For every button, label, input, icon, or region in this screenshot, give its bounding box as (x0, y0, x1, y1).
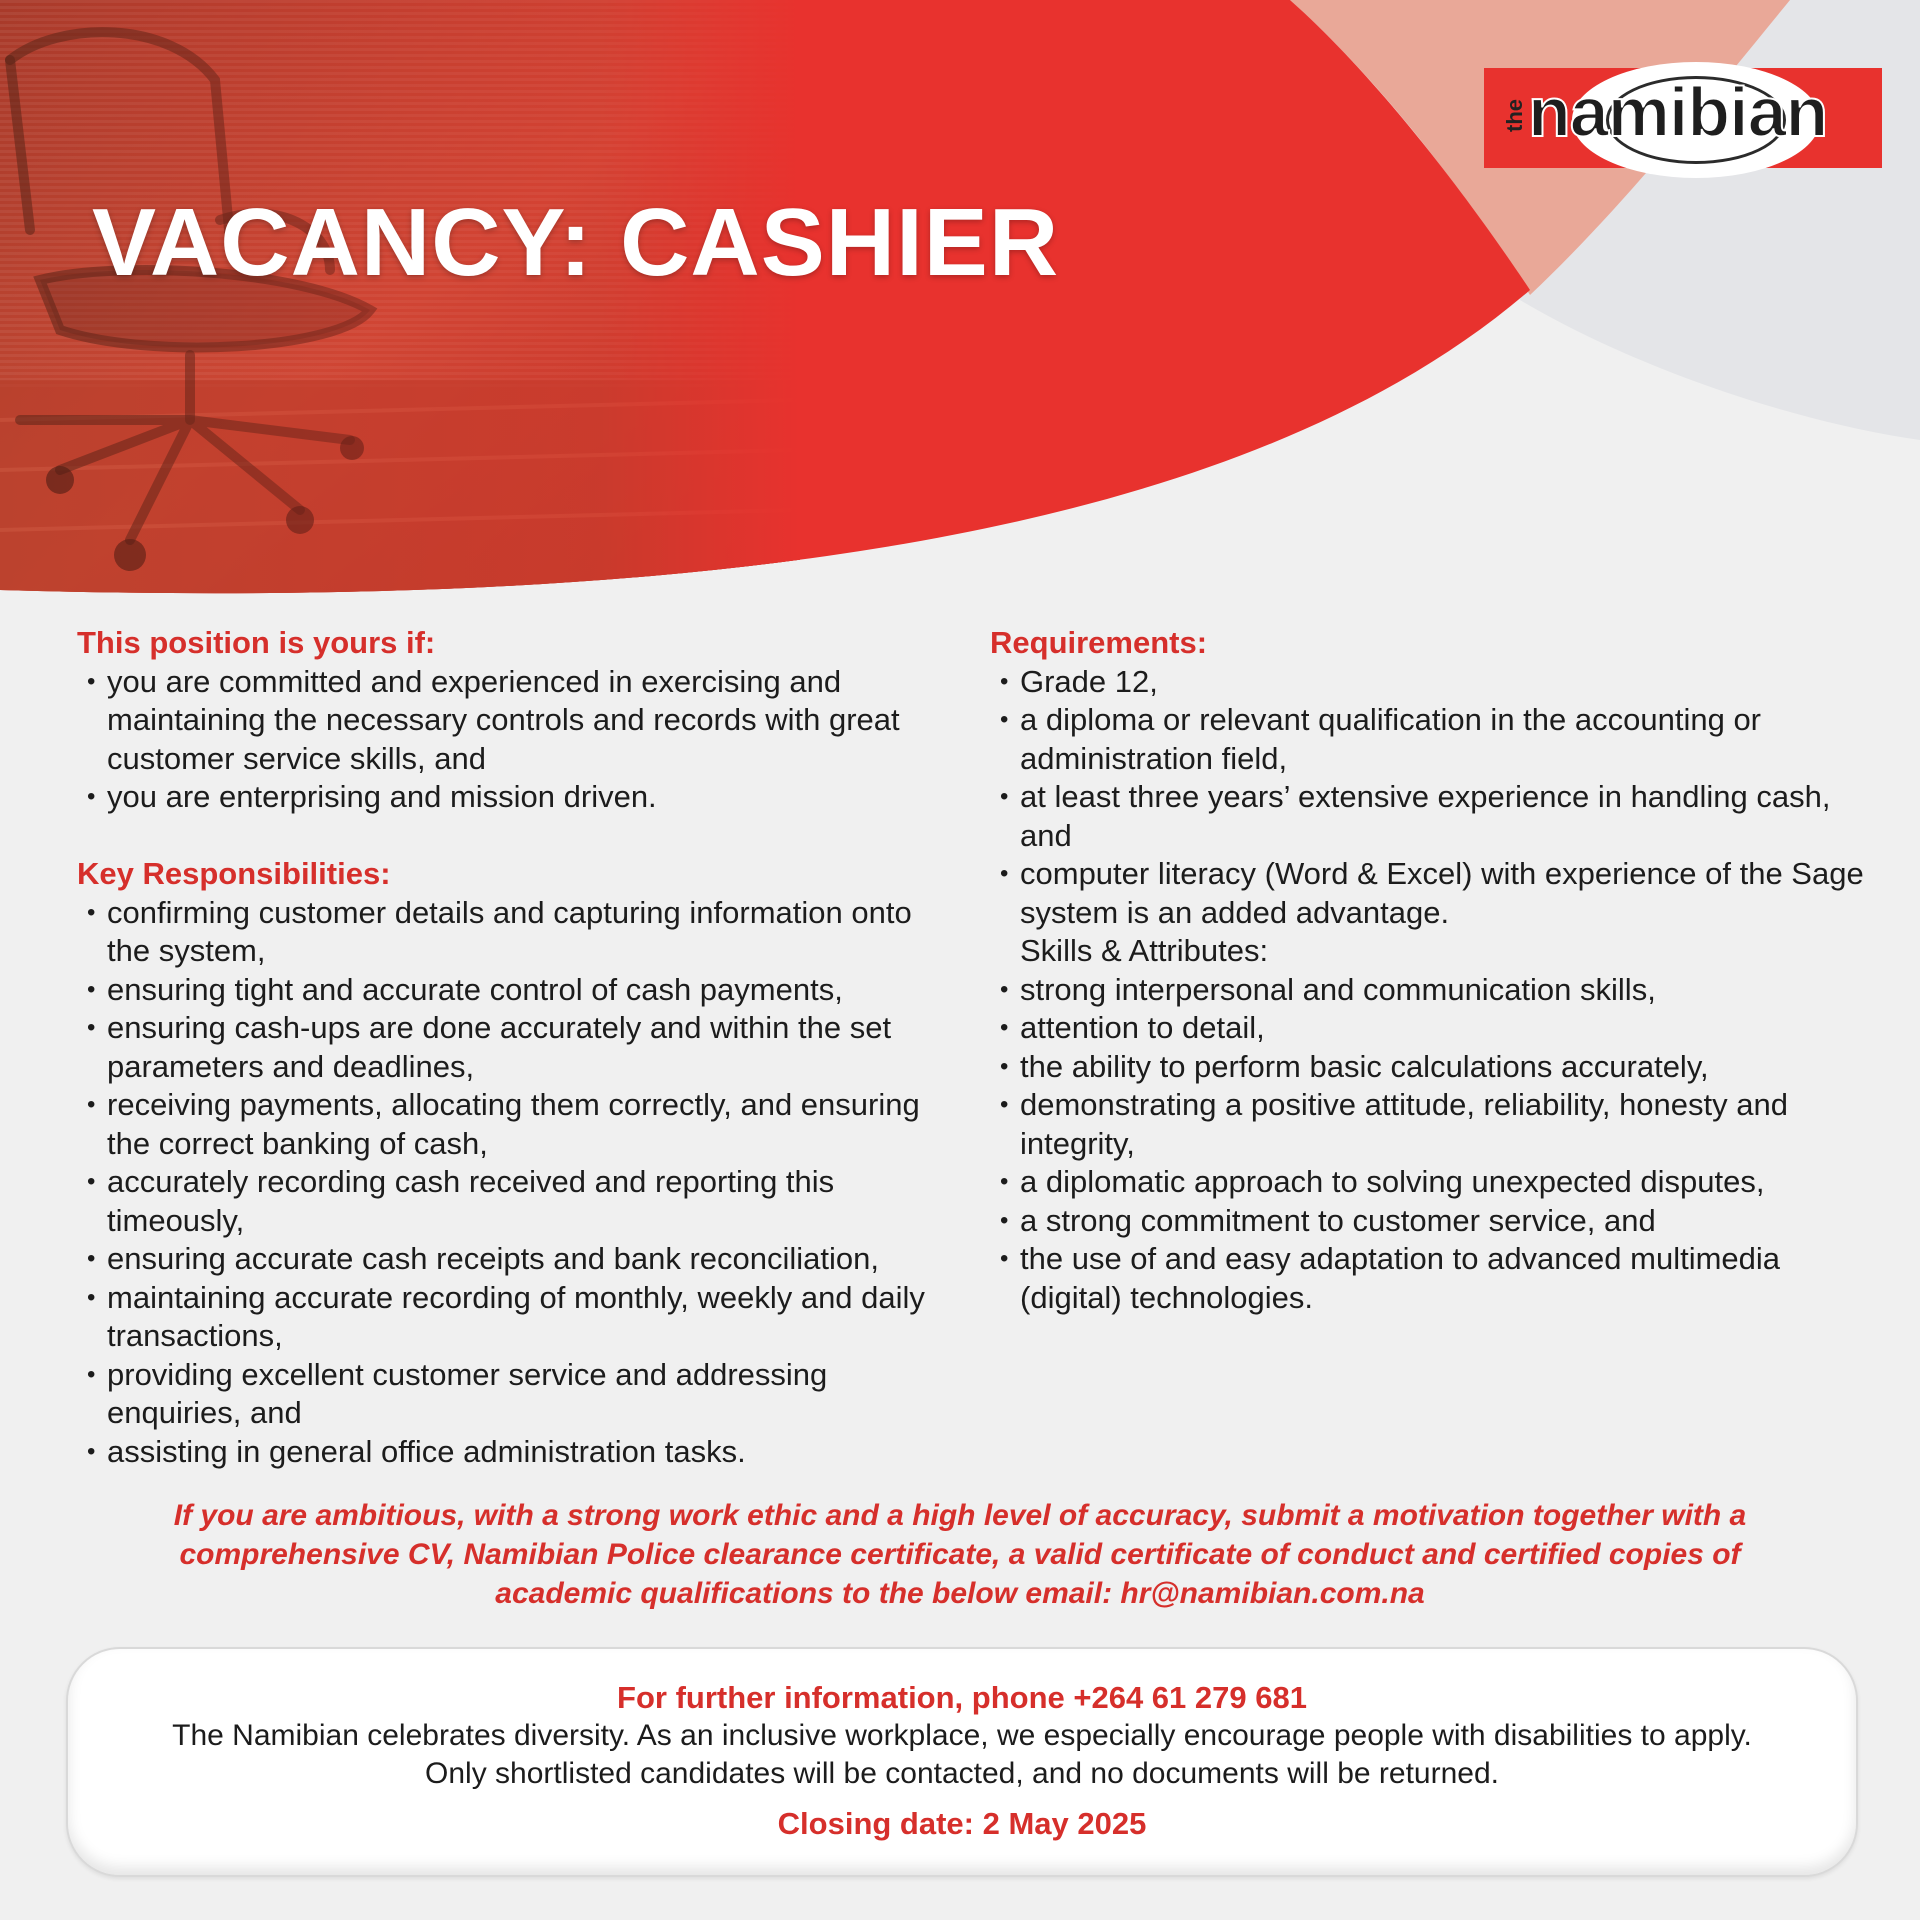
footer-info-box (66, 1647, 1858, 1877)
list-item: • receiving payments, allocating them correctly, and ensuring the correct banking of cash, (107, 1086, 957, 1163)
chair-photo (0, 0, 800, 620)
list-item: • the use of and easy adaptation to advanced multimedia (digital) technologies. (1020, 1240, 1870, 1317)
list-item: • ensuring cash-ups are done accurately and within the set parameters and deadlines, (107, 1009, 957, 1086)
requirements-list (990, 663, 1870, 933)
diversity-statement: The Namibian celebrates diversity. As an inclusive workplace, we especially encourage people with disabilities to apply. (172, 1719, 1752, 1752)
list-item: • confirming customer details and capturing information onto the system, (107, 894, 957, 971)
logo-prefix: the (1502, 99, 1527, 132)
list-item: • a diploma or relevant qualification in the accounting or administration field, (1020, 701, 1870, 778)
list-item: • Grade 12, (1020, 663, 1870, 702)
list-item: • the ability to perform basic calculations accurately, (1020, 1048, 1870, 1087)
list-item: • you are committed and experienced in exercising and maintaining the necessary controls and records with great customer service skills, and (107, 663, 957, 779)
list-item: • computer literacy (Word & Excel) with experience of the Sage system is an added advantage. (1020, 855, 1870, 932)
closing-date: Closing date: 2 May 2025 (777, 1806, 1147, 1841)
list-item: • attention to detail, (1020, 1009, 1870, 1048)
responsibilities-heading: Key Responsibilities: (77, 856, 391, 891)
list-item: • a diplomatic approach to solving unexpected disputes, (1020, 1163, 1870, 1202)
list-item: • accurately recording cash received and reporting this timeously, (107, 1163, 957, 1240)
responsibilities-list (77, 894, 957, 1472)
skills-label: Skills & Attributes: (1020, 933, 1269, 968)
position-heading: This position is yours if: (77, 625, 436, 660)
application-instructions: If you are ambitious, with a strong work ethic and a high level of accuracy, submit a motivation together with a comprehensive CV, Namibian Police clearance certificate, a valid certificate of conduct and certified copies of academic qualifications to the below email: hr@namibian.com.na (173, 1499, 1747, 1610)
left-column (77, 624, 957, 1471)
list-item: • strong interpersonal and communication skills, (1020, 971, 1870, 1010)
list-item: • at least three years’ extensive experience in handling cash, and (1020, 778, 1870, 855)
namibian-logo (1484, 68, 1882, 168)
list-item: • you are enterprising and mission driven. (107, 778, 957, 817)
right-column (990, 624, 1870, 1317)
list-item: • ensuring accurate cash receipts and bank reconciliation, (107, 1240, 957, 1279)
page-title: VACANCY: CASHIER (92, 189, 1060, 296)
requirements-heading: Requirements: (990, 625, 1208, 660)
position-list (77, 663, 957, 817)
list-item: • maintaining accurate recording of monthly, weekly and daily transactions, (107, 1279, 957, 1356)
shortlist-notice: Only shortlisted candidates will be contacted, and no documents will be returned. (425, 1757, 1499, 1790)
list-item: • assisting in general office administration tasks. (107, 1433, 957, 1472)
list-item: • providing excellent customer service and addressing enquiries, and (107, 1356, 957, 1433)
list-item: • demonstrating a positive attitude, reliability, honesty and integrity, (1020, 1086, 1870, 1163)
contact-phone: For further information, phone +264 61 279 681 (617, 1680, 1307, 1715)
list-item: • ensuring tight and accurate control of cash payments, (107, 971, 957, 1010)
skills-list (990, 971, 1870, 1318)
logo-wordmark: namibian (1528, 73, 1828, 151)
list-item: • a strong commitment to customer service, and (1020, 1202, 1870, 1241)
